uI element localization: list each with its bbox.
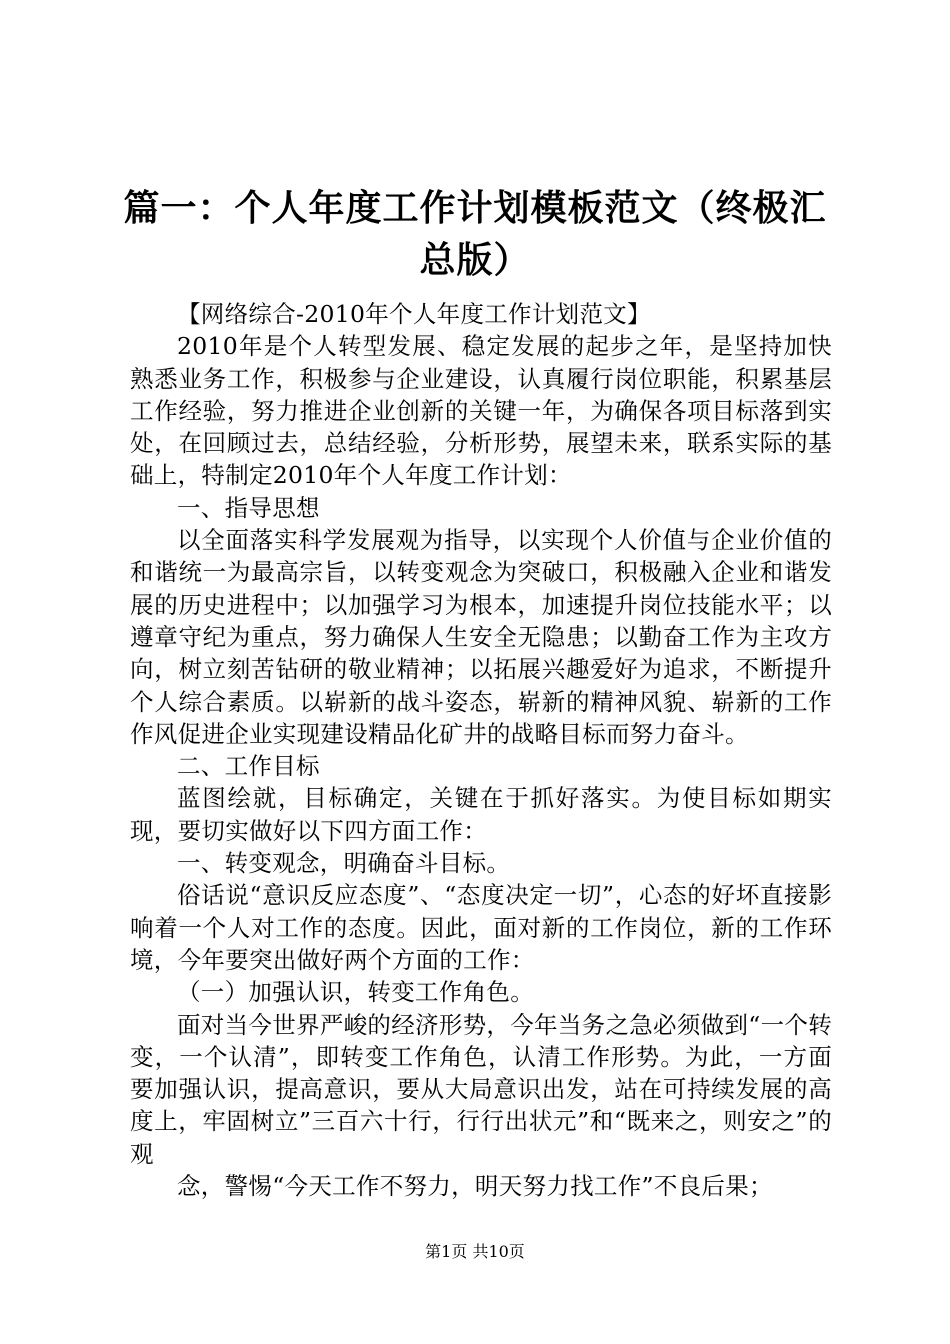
page-number-footer: 第1页 共10页: [425, 1242, 525, 1261]
heading-guiding-ideology: 一、指导思想: [177, 493, 320, 522]
heading-change-mindset: 一、转变观念，明确奋斗目标。: [177, 849, 511, 878]
paragraph-source-note: 【网络综合-2010年个人年度工作计划范文】: [177, 300, 651, 328]
paragraph-change-mindset: 俗话说“意识反应态度”、“态度决定一切”，心态的好坏直接影响着一个人对工作的态度。因此，面对新的工作岗位，新的工作环境，今年要突出做好两个方面的工作：: [130, 881, 832, 974]
paragraph-economic-situation: 面对当今世界严峻的经济形势，今年当务之急必须做到“一个转变，一个认清”，即转变工作角色，认清工作形势。为此，一方面要加强认识，提高意识，要从大局意识出发，站在可持续发展的高度上，牢固树立”三百六十行，行行出状元”和“既来之，则安之”的观: [130, 1010, 832, 1168]
paragraph-guiding-ideology: 以全面落实科学发展观为指导，以实现个人价值与企业价值的和谐统一为最高宗旨，以转变观念为突破口，积极融入企业和谐发展的历史进程中；以加强学习为根本，加速提升岗位技能水平；以遵章守纪为重点，努力确保人生安全无隐患；以勤奋工作为主攻方向，树立刻苦钻研的敬业精神；以拓展兴趣爱好为追求，不断提升个人综合素质。以崭新的战斗姿态，崭新的精神风貌、崭新的工作作风促进企业实现建设精品化矿井的战略目标而努力奋斗。: [130, 526, 832, 748]
document-body: [130, 298, 832, 1202]
document-title: 篇一：个人年度工作计划模板范文（终极汇总版）: [123, 187, 827, 281]
paragraph-continuation: 念，警惕“今天工作不努力，明天努力找工作”不良后果；: [177, 1172, 773, 1201]
heading-work-goals: 二、工作目标: [177, 752, 320, 781]
paragraph-intro: 2010年是个人转型发展、稳定发展的起步之年，是坚持加快熟悉业务工作，积极参与企业建设，认真履行岗位职能，积累基层工作经验，努力推进企业创新的关键一年，为确保各项目标落到实处，在回顾过去，总结经验，分析形势，展望未来，联系实际的基础上，特制定2010年个人年度工作计划：: [130, 332, 832, 490]
paragraph-work-goals: 蓝图绘就，目标确定，关键在于抓好落实。为使目标如期实现，要切实做好以下四方面工作：: [130, 784, 832, 845]
heading-strengthen-awareness: （一）加强认识，转变工作角色。: [177, 978, 534, 1007]
